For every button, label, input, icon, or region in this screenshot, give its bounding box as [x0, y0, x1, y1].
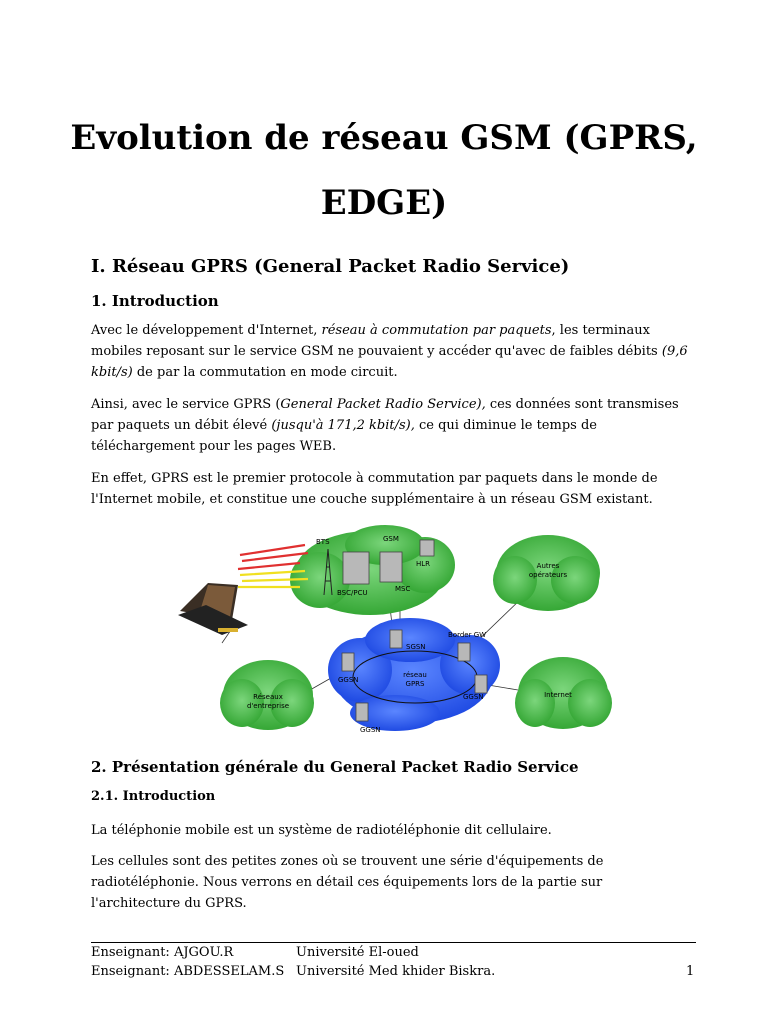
ggsn-label-3: GGSN: [360, 726, 381, 734]
reseau-label: réseau: [403, 671, 427, 679]
paragraph-3: En effet, GPRS est le premier protocole à commutation par paquets dans le monde de l'Internet mobile, et constitue une couche supplémentaire à un réseau GSM existant.: [91, 471, 658, 507]
ggsn-label-2: GGSN: [463, 693, 484, 701]
footer-university-1: Université El-oued: [296, 945, 419, 960]
gsm-label: GSM: [383, 535, 399, 543]
section-2-heading: 2. Présentation générale du General Packet Radio Service: [91, 758, 579, 776]
sgsn-label: SGSN: [406, 643, 426, 651]
section-1-heading: I. Réseau GPRS (General Packet Radio Service): [91, 256, 570, 277]
ggsn-server-icon-3: [356, 703, 368, 721]
footer-teacher-2: Enseignant: ABDESSELAM.S: [91, 964, 285, 979]
footer-divider: [91, 942, 696, 943]
subsection-2-1-heading: 2.1. Introduction: [91, 789, 216, 804]
section-2-paragraph-1: La téléphonie mobile est un système de radiotéléphonie dit cellulaire.: [91, 823, 552, 838]
footer-teacher-1: Enseignant: AJGOU.R: [91, 945, 234, 960]
section-2-paragraph-2: Les cellules sont des petites zones où se trouvent une série d'équipements de radiotéléphonie. Nous verrons en détail ces équipements lors de la partie sur l'architecture du GPRS.: [91, 854, 604, 911]
gprs-label: GPRS: [405, 680, 425, 688]
reseaux-label: Réseaux: [253, 693, 283, 701]
msc-label: MSC: [395, 585, 411, 593]
sgsn-server-icon: [390, 630, 402, 648]
gsm-cloud: [290, 525, 455, 615]
border-gw-label: Border GW: [448, 631, 487, 639]
page-title-line-1: Evolution de réseau GSM (GPRS,: [70, 118, 698, 158]
hlr-label: HLR: [416, 560, 431, 568]
bsc-pcu-server-icon: [343, 552, 369, 584]
laptop-icon: [178, 583, 248, 635]
ggsn-label-1: GGSN: [338, 676, 359, 684]
hlr-server-icon: [420, 540, 434, 556]
paragraph-2: Ainsi, avec le service GPRS (General Packet Radio Service), ces données sont transmises par paquets un débit élevé (jusqu'à 171,2 kbit/s), ce qui diminue le temps de téléchargement pour les pages WEB.: [91, 397, 679, 454]
border-gw-server-icon: [458, 643, 470, 661]
paragraph-1: Avec le développement d'Internet, réseau à commutation par paquets, les terminaux mobiles reposant sur le service GSM ne pouvaient y accéder qu'avec de faibles débits (9,6 kbit/s) de par la commutation en mode circuit.: [91, 323, 688, 380]
ggsn-server-icon-1: [342, 653, 354, 671]
msc-server-icon: [380, 552, 402, 582]
internet-label: Internet: [544, 691, 572, 699]
page-title-line-2: EDGE): [320, 183, 448, 223]
gprs-network-diagram: [170, 525, 620, 740]
ggsn-server-icon-2: [475, 675, 487, 693]
bsc-label: BSC/PCU: [337, 589, 368, 597]
autres-label: Autres: [536, 562, 560, 570]
intro-heading: 1. Introduction: [91, 292, 219, 310]
bts-label: BTS: [316, 538, 330, 546]
operateurs-label: opérateurs: [528, 571, 568, 579]
page-number: 1: [686, 964, 695, 979]
entreprise-label: d'entreprise: [246, 702, 290, 710]
footer-university-2: Université Med khider Biskra.: [296, 964, 496, 979]
